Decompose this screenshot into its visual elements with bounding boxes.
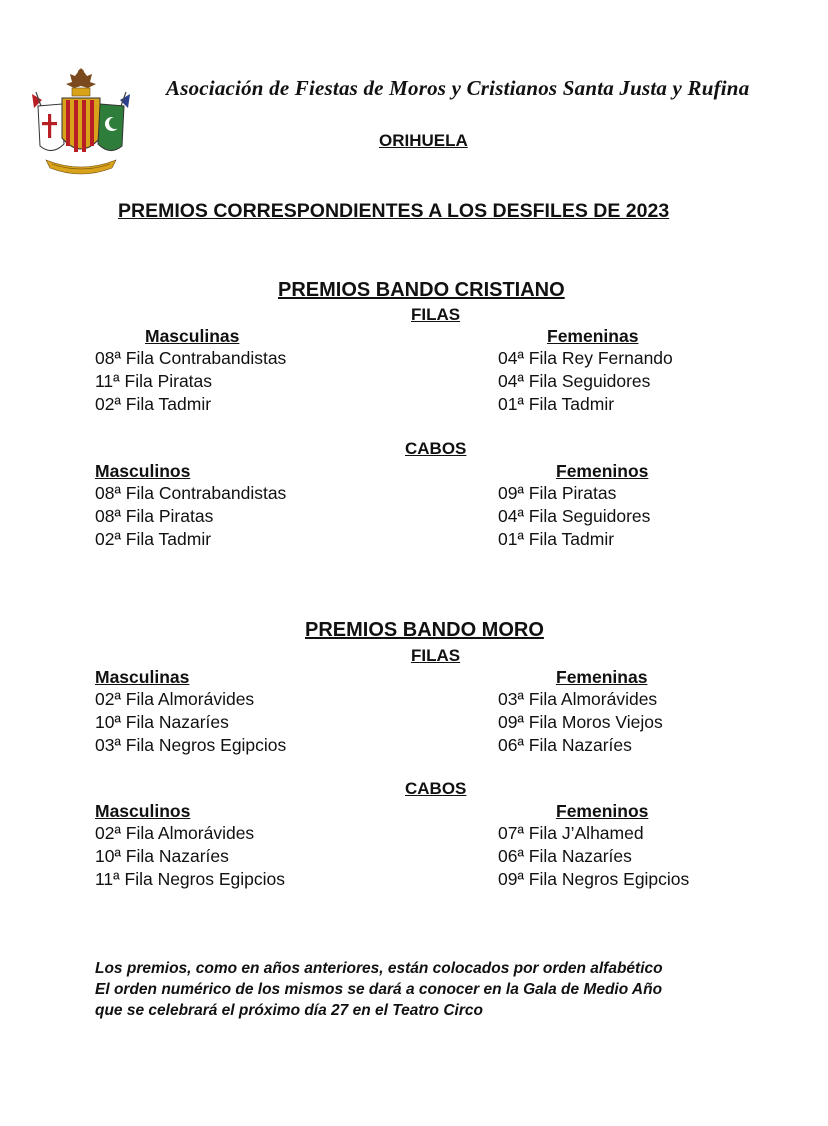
moro-cabos-label: CABOS xyxy=(405,779,467,798)
association-crest-icon xyxy=(28,64,134,180)
moro-filas-femeninas-head: Femeninas xyxy=(556,667,648,687)
footnote-line: Los premios, como en años anteriores, están colocados por orden alfabético xyxy=(95,960,663,977)
list-item: 06ª Fila Nazaríes xyxy=(498,846,632,866)
cristiano-cabos-femeninos-list xyxy=(498,482,650,551)
list-item: 03ª Fila Negros Egipcios xyxy=(95,735,287,755)
list-item: 04ª Fila Seguidores xyxy=(498,506,651,526)
list-item: 04ª Fila Seguidores xyxy=(498,371,651,391)
bando-moro-title: PREMIOS BANDO MORO xyxy=(305,619,544,641)
moro-filas-femeninas-list xyxy=(498,688,663,757)
moro-filas-masculinas-head: Masculinas xyxy=(95,667,190,687)
footnote xyxy=(95,958,663,1021)
moro-filas-label: FILAS xyxy=(411,646,461,665)
list-item: 02ª Fila Almorávides xyxy=(95,823,255,843)
moro-cabos-masculinos-head: Masculinos xyxy=(95,801,191,821)
list-item: 03ª Fila Almorávides xyxy=(498,689,658,709)
list-item: 02ª Fila Tadmir xyxy=(95,394,212,414)
association-name: Asociación de Fiestas de Moros y Cristianos Santa Justa y Rufina xyxy=(166,76,750,100)
list-item: 02ª Fila Tadmir xyxy=(95,529,212,549)
list-item: 11ª Fila Negros Egipcios xyxy=(95,869,285,889)
list-item: 02ª Fila Almorávides xyxy=(95,689,255,709)
list-item: 07ª Fila J’Alhamed xyxy=(498,823,644,843)
list-item: 08ª Fila Contrabandistas xyxy=(95,348,287,368)
page-title: PREMIOS CORRESPONDIENTES A LOS DESFILES DE 2023 xyxy=(118,200,670,222)
moro-filas-masculinas-list xyxy=(95,688,286,757)
moro-cabos-femeninos-list xyxy=(498,822,689,891)
list-item: 09ª Fila Moros Viejos xyxy=(498,712,663,732)
list-item: 04ª Fila Rey Fernando xyxy=(498,348,673,368)
cristiano-cabos-masculinos-list xyxy=(95,482,286,551)
list-item: 01ª Fila Tadmir xyxy=(498,394,615,414)
cristiano-filas-femeninas-head: Femeninas xyxy=(547,326,639,346)
list-item: 09ª Fila Piratas xyxy=(498,483,617,503)
list-item: 10ª Fila Nazaríes xyxy=(95,846,229,866)
list-item: 11ª Fila Piratas xyxy=(95,371,213,391)
cristiano-filas-masculinas-head: Masculinas xyxy=(145,326,240,346)
city-heading: ORIHUELA xyxy=(379,131,468,150)
cristiano-cabos-femeninos-head: Femeninos xyxy=(556,461,649,481)
cristiano-filas-masculinas-list xyxy=(95,347,286,416)
bando-cristiano-title: PREMIOS BANDO CRISTIANO xyxy=(278,279,565,301)
list-item: 01ª Fila Tadmir xyxy=(498,529,615,549)
cristiano-cabos-label: CABOS xyxy=(405,439,467,458)
moro-cabos-femeninos-head: Femeninos xyxy=(556,801,649,821)
list-item: 08ª Fila Contrabandistas xyxy=(95,483,287,503)
footnote-line: que se celebrará el próximo día 27 en el Teatro Circo xyxy=(95,1002,483,1019)
list-item: 09ª Fila Negros Egipcios xyxy=(498,869,690,889)
list-item: 08ª Fila Piratas xyxy=(95,506,214,526)
list-item: 06ª Fila Nazaríes xyxy=(498,735,632,755)
cristiano-cabos-masculinos-head: Masculinos xyxy=(95,461,191,481)
cristiano-filas-femeninas-list xyxy=(498,347,673,416)
moro-cabos-masculinos-list xyxy=(95,822,285,891)
list-item: 10ª Fila Nazaríes xyxy=(95,712,229,732)
cristiano-filas-label: FILAS xyxy=(411,305,461,324)
footnote-line: El orden numérico de los mismos se dará a conocer en la Gala de Medio Año xyxy=(95,981,663,998)
